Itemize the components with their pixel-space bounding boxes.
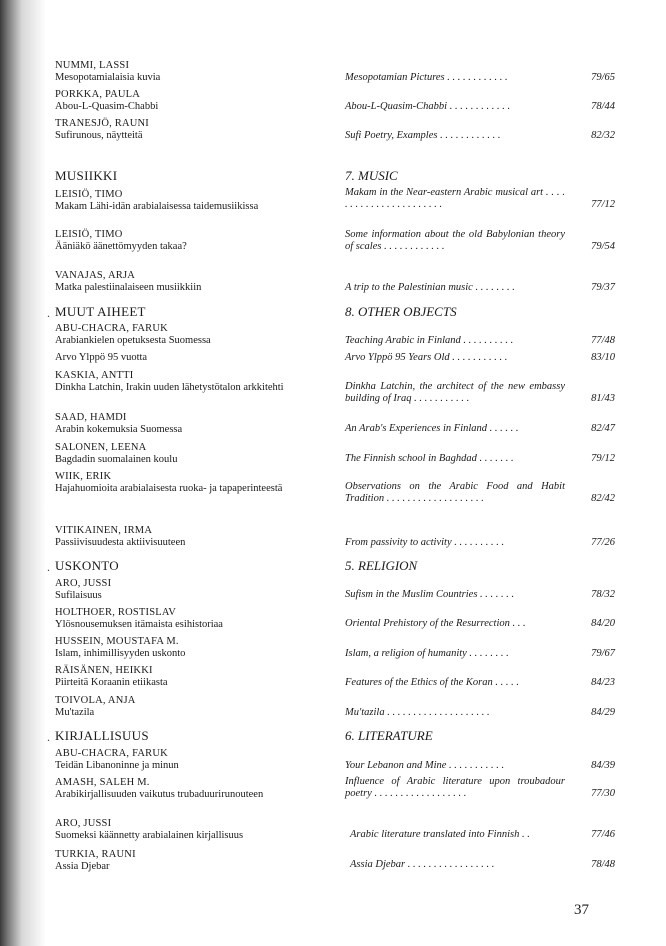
entry-reference: 82/47 [591,423,615,434]
entry-reference: 79/65 [591,72,615,83]
section-heading-english: 6. LITERATURE [345,728,433,743]
entry-author: HUSSEIN, MOUSTAFA M. [55,636,179,647]
entry-english-title: Influence of Arabic literature upon troubadour poetry . . . . . . . . . . . . . . . . . . [345,776,565,799]
entry-finnish-title: Piirteitä Koraanin etiikasta [55,677,168,688]
entry-finnish-title: Dinkha Latchin, Irakin uuden lähetystötalon arkkitehti [55,382,284,393]
entry-english-title: The Finnish school in Baghdad . . . . . . . [345,453,514,464]
entry-finnish-title: Matka palestiinalaiseen musiikkiin [55,282,202,293]
entry-english-title: Abou-L-Quasim-Chabbi . . . . . . . . . . . . [345,101,511,112]
entry-finnish-title: Makam Lähi-idän arabialaisessa taidemusiikissa [55,201,259,212]
entry-english-title: Makam in the Near-eastern Arabic musical art . . . . . . . . . . . . . . . . . . . . . . . [345,187,565,210]
entry-author: VANAJAS, ARJA [55,270,136,281]
entry-author: WIIK, ERIK [55,471,112,482]
entry-english-title: From passivity to activity . . . . . . . . . . [345,537,505,548]
margin-mark: . [47,730,50,744]
entry-finnish-title: Ääniäkö äänettömyyden takaa? [55,241,187,252]
entry-author: SALONEN, LEENA [55,442,147,453]
entry-author: TURKIA, RAUNI [55,849,136,860]
section-heading-english: 8. OTHER OBJECTS [345,304,457,319]
book-spine-shadow [0,0,46,946]
entry-finnish-title: Arabin kokemuksia Suomessa [55,424,183,435]
section-heading-finnish: MUUT AIHEET [55,304,146,319]
entry-author: VITIKAINEN, IRMA [55,525,153,536]
entry-reference: 81/43 [591,393,615,404]
entry-finnish-title: Arvo Ylppö 95 vuotta [55,352,148,363]
entry-author: LEISIÖ, TIMO [55,229,123,240]
entry-english-title: Mesopotamian Pictures . . . . . . . . . . . . [345,72,508,83]
entry-finnish-title: Islam, inhimillisyyden uskonto [55,648,186,659]
entry-finnish-title: Mu'tazila [55,707,95,718]
entry-reference: 82/32 [591,130,615,141]
entry-author: HOLTHOER, ROSTISLAV [55,607,177,618]
entry-english-title: Some information about the old Babylonian theory of scales . . . . . . . . . . . . [345,229,565,252]
entry-reference: 77/46 [591,829,615,840]
entry-reference: 78/32 [591,589,615,600]
section-heading-english: 7. MUSIC [345,168,398,183]
entry-english-title: A trip to the Palestinian music . . . . . . . . [345,282,515,293]
entry-english-title: Teaching Arabic in Finland . . . . . . . . . . [345,335,514,346]
entry-reference: 84/23 [591,677,615,688]
entry-finnish-title: Suomeksi käännetty arabialainen kirjallisuus [55,830,244,841]
margin-mark: . [47,306,50,320]
entry-reference: 79/67 [591,648,615,659]
entry-english-title: Mu'tazila . . . . . . . . . . . . . . . . . . . . [345,707,490,718]
entry-author: ARO, JUSSI [55,578,112,589]
entry-finnish-title: Mesopotamialaisia kuvia [55,72,161,83]
entry-reference: 79/54 [591,241,615,252]
entry-reference: 83/10 [591,352,615,363]
entry-reference: 79/12 [591,453,615,464]
entry-author: KASKIA, ANTTI [55,370,134,381]
entry-reference: 77/48 [591,335,615,346]
entry-finnish-title: Ylösnousemuksen itämaista esihistoriaa [55,619,223,630]
entry-author: LEISIÖ, TIMO [55,189,123,200]
entry-finnish-title: Sufilaisuus [55,590,102,601]
entry-english-title: Sufi Poetry, Examples . . . . . . . . . . . . [345,130,501,141]
entry-finnish-title: Passiivisuudesta aktiivisuuteen [55,537,186,548]
entry-reference: 84/20 [591,618,615,629]
entry-english-title: Islam, a religion of humanity . . . . . . . . [345,648,509,659]
entry-author: NUMMI, LASSI [55,60,130,71]
entry-author: AMASH, SALEH M. [55,777,150,788]
entry-reference: 79/37 [591,282,615,293]
entry-author: ABU-CHACRA, FARUK [55,323,168,334]
entry-author: TOIVOLA, ANJA [55,695,136,706]
entry-author: SAAD, HAMDI [55,412,127,423]
entry-author: RÄISÄNEN, HEIKKI [55,665,153,676]
entry-finnish-title: Bagdadin suomalainen koulu [55,454,178,465]
entry-reference: 82/42 [591,493,615,504]
entry-finnish-title: Teidän Libanoninne ja minun [55,760,179,771]
entry-english-title: An Arab's Experiences in Finland . . . . . . [345,423,519,434]
entry-english-title: Assia Djebar . . . . . . . . . . . . . . . . . [350,859,495,870]
page-number: 37 [574,902,589,918]
entry-english-title: Sufism in the Muslim Countries . . . . . . . [345,589,515,600]
entry-reference: 84/29 [591,707,615,718]
section-heading-finnish: KIRJALLISUUS [55,728,149,743]
entry-reference: 77/12 [591,199,615,210]
entry-reference: 78/48 [591,859,615,870]
entry-reference: 78/44 [591,101,615,112]
margin-mark: . [47,560,50,574]
entry-finnish-title: Arabikirjallisuuden vaikutus trubaduurirunouteen [55,789,264,800]
entry-english-title: Arvo Ylppö 95 Years Old . . . . . . . . . . . [345,352,508,363]
entry-english-title: Your Lebanon and Mine . . . . . . . . . . . [345,760,505,771]
entry-reference: 84/39 [591,760,615,771]
entry-english-title: Features of the Ethics of the Koran . . . . . [345,677,520,688]
entry-english-title: Oriental Prehistory of the Resurrection . . . [345,618,526,629]
entry-author: ABU-CHACRA, FARUK [55,748,168,759]
entry-reference: 77/26 [591,537,615,548]
entry-author: TRANESJÖ, RAUNI [55,118,150,129]
entry-english-title: Arabic literature translated into Finnish . . [350,829,530,840]
entry-finnish-title: Arabiankielen opetuksesta Suomessa [55,335,211,346]
entry-author: PORKKA, PAULA [55,89,141,100]
entry-finnish-title: Assia Djebar [55,861,110,872]
entry-finnish-title: Sufirunous, näytteitä [55,130,143,141]
section-heading-finnish: MUSIIKKI [55,168,118,183]
entry-english-title: Dinkha Latchin, the architect of the new embassy building of Iraq . . . . . . . . . . . [345,381,565,404]
entry-finnish-title: Abou-L-Quasim-Chabbi [55,101,159,112]
entry-finnish-title: Hajahuomioita arabialaisesta ruoka- ja tapaperinteestä [55,483,283,494]
section-heading-finnish: USKONTO [55,558,119,573]
section-heading-english: 5. RELIGION [345,558,418,573]
entry-english-title: Observations on the Arabic Food and Habit Tradition . . . . . . . . . . . . . . . . . . . [345,481,565,504]
entry-author: ARO, JUSSI [55,818,112,829]
entry-reference: 77/30 [591,788,615,799]
